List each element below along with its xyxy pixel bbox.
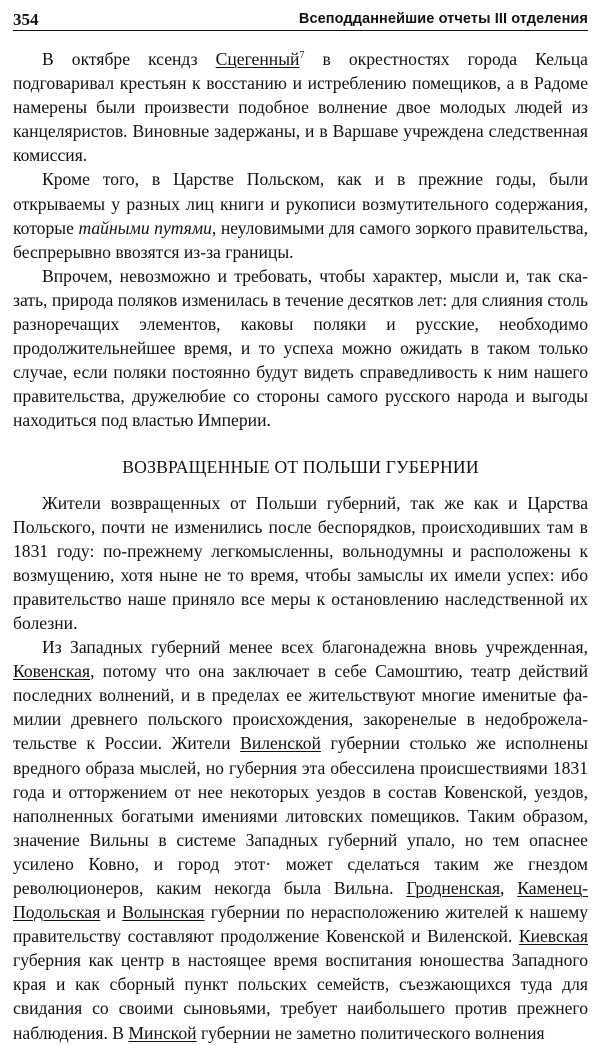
book-page [13,8,588,1045]
place-kievskaya: Киевская [518,926,588,947]
text-run: , неуловимыми для самого зоркого правительства, беспрерывно ввозятся из-за границы. [13,217,588,262]
text-run: , потому что она заключает в себе Самоштию, театр действий последних волнений, и в пределах ее жительствуют многие именитые фамилии древнего польского происхождения, закоренелые в недоброжелательстве к России. Жители [13,661,588,754]
text-run: Кроме того, в Царстве Польском, как и в прежние годы, были открываемы у разных лиц книги и рукописи возмутительного содержания, которые [13,169,588,238]
place-grodnenskaya: Гродненская [406,878,501,898]
text-run: и [100,902,123,923]
text-run: Из Западных губерний менее всех благонадежна вновь учрежденная, [42,637,588,658]
place-vilenskoy: Виленской [240,733,321,754]
place-kovenskaya: Ковенская [13,661,91,682]
place-minskoy: Минской [128,1022,197,1043]
running-title: Всеподданнейшие отчеты III отделения [298,11,588,27]
name-szczegenny: Сцегенный [215,49,300,69]
text-run: в окрестностях города Кельца подговаривал крестьян к восстанию и истреблению помещиков, а в Радоме намерены были произвести подобное волнение двое молодых людей из канцеляристов. Виновные задержаны, и в Варшаве учреждена следственная комиссия. [13,49,588,166]
footnote-ref: 7 [299,50,305,62]
paragraph-2 [13,167,588,263]
page-header [13,8,588,31]
text-run: губернии не заметно политического волнения [196,1022,545,1043]
text-run: губернии столько же исполнены вредного образа мыслей, но губерния эта обессилена происшествиями 1831 года и отторжением от нее некоторых уездов в состав Ковенской, уездов, наполненных богатыми имениями литовских помещиков. Таким образом, значение Вильны в системе Западных губерний упало, но тем опаснее усилено Ковно, и город этот· может сделаться таким же гнездом революционеров, каким некогда была Вильна. [13,733,588,898]
text-run: , [500,878,518,898]
text-run: губерния как центр в настоящее время воспитания юношества Западного края и как сборный пункт польских семейств, съезжающихся туда для свидания со своими сыновьями, требует наибольшего против прежнего наблюдения. В [13,950,588,1043]
paragraph-3: Впрочем, невозможно и требовать, чтобы характер, мысли и, так сказать, природа поляков изменилась в течение десятков лет: для слияния столь разноречащих элементов, каковы поляки и русские, необходимо продолжительнейшее время, и то успеха можно ожидать в таком только случае, если поляки постоянно будут видеть справедливость к ним нашего правительства, дружелюбие со стороны самого русского народа и выгоды находиться под властью Империи. [13,265,588,431]
paragraph-4: Жители возвращенных от Польши губерний, так же как и Царства Польского, почти не изменились после беспорядков, происходивших там в 1831 году: по-прежнему легкомысленны, вольнодумны и расположены к возмущению, хотя ныне не то время, чтобы замыслы их имели успех: ибо правительство наше приняло все меры к остановлению наследственной их болезни. [13,492,588,633]
italic-phrase: тайными путями [78,217,212,238]
text-run: В октябре ксендз [42,49,216,69]
section-heading: ВОЗВРАЩЕННЫЕ ОТ ПОЛЬШИ ГУБЕРНИИ [122,456,479,477]
text-run: губернии по нерасположению жителей к нашему правительству составляют продолжение Ковенской и Виленской. [13,902,588,947]
place-kamenets-podolskaya: Каменец-Подольская [13,878,589,923]
paragraph-1 [13,47,588,167]
paragraph-5 [13,635,588,1045]
page-body [13,47,588,1045]
place-volynskaya: Волынская [122,902,205,923]
page-number: 354 [13,10,39,29]
